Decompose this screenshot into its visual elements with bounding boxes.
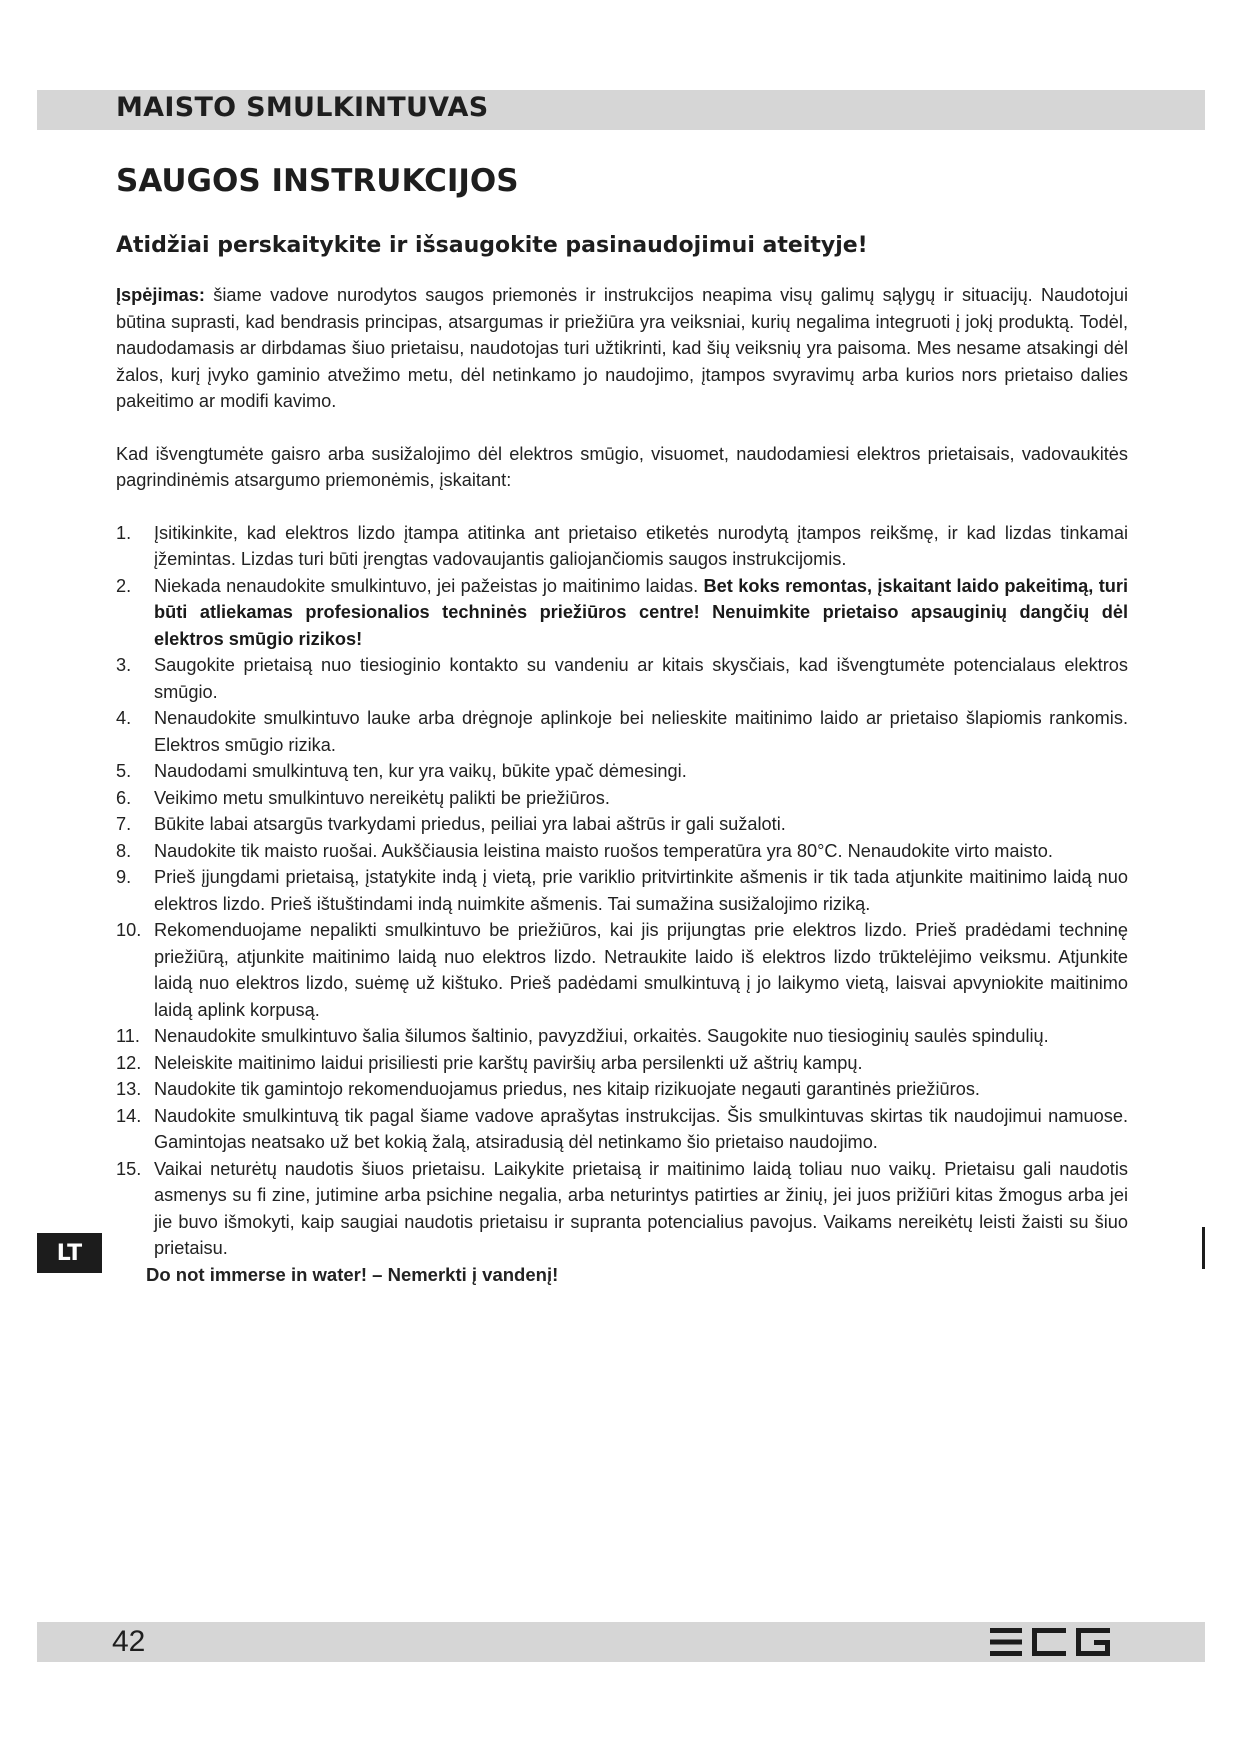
item-text: Naudodami smulkintuvą ten, kur yra vaikų, būkite ypač dėmesingi. <box>154 761 687 781</box>
item-number: 15. <box>116 1158 142 1179</box>
item-number: 6. <box>116 787 132 808</box>
list-item <box>116 1050 1128 1077</box>
list-item <box>116 917 1128 1023</box>
item-number: 5. <box>116 761 132 781</box>
item-text: Naudokite smulkintuvą tik pagal šiame vadove aprašytas instrukcijas. Šis smulkintuvas skirtas tik naudojimui namuose. Gamintojas neatsako už bet kokią žalą, atsiradusią dėl netinkamo šio prietaiso naudojimo. <box>154 1105 1128 1152</box>
item-text: Prieš įjungdami prietaisą, įstatykite indą į vietą, prie variklio pritvirtinkite ašmenis ir tik tada atjunkite maitinimo laidą nuo elektros lizdo. Prieš ištuštindami indą nuimkite ašmenis. Tai sumažina susižalojimo riziką. <box>154 867 1128 914</box>
warning-label: Įspėjimas: <box>116 285 205 305</box>
item-number: 12. <box>116 1052 142 1073</box>
section-subtitle: Atidžiai perskaitykite ir išsaugokite pasinaudojimui ateityje! <box>116 233 868 258</box>
list-item <box>116 520 1128 573</box>
item-text: Rekomenduojame nepalikti smulkintuvo be priežiūros, kai jis prijungtas prie elektros lizdo. Prieš pradėdami techninę priežiūrą, atjunkite maitinimo laidą nuo elektros lizdo. Netraukite laido iš elektros lizdo trūktelėjimo veiksmu. Atjunkite laidą nuo elektros lizdo, suėmę už kištuko. Prieš padėdami smulkintuvą į jo laikymo vietą, laisvai apvyniokite maitinimo laidą aplink korpusą. <box>154 920 1128 1020</box>
final-warning: Do not immerse in water! – Nemerkti į vandenį! <box>146 1263 559 1285</box>
list-item <box>116 785 1128 812</box>
item-text: Būkite labai atsargūs tvarkydami priedus, peiliai yra labai aštrūs ir gali sužaloti. <box>154 814 786 834</box>
list-item <box>116 864 1128 917</box>
item-number: 8. <box>116 840 132 861</box>
item-number: 1. <box>116 522 132 543</box>
item-number: 14. <box>116 1105 142 1126</box>
document-title: MAISTO SMULKINTUVAS <box>116 92 489 123</box>
item-text-wrapper <box>154 573 1128 653</box>
item-number: 3. <box>116 655 132 675</box>
item-number: 7. <box>116 814 132 834</box>
item-text: Veikimo metu smulkintuvo nereikėtų palikti be priežiūros. <box>154 787 610 808</box>
list-item <box>116 1103 1128 1156</box>
warning-text: šiame vadove nurodytos saugos priemonės ir instrukcijos neapima visų galimų sąlygų ir situacijų. Naudotojui būtina suprasti, kad bendrasis principas, atsargumas ir priežiūra yra veiksniai, kurių negalima integruoti į jokį produktą. Todėl, naudodamasis ar dirbdamas šiuo prietaisu, naudotojas turi užtikrinti, kad šių veiksnių yra paisoma. Mes nesame atsakingi dėl žalos, kurį įvyko gaminio atvežimo metu, dėl netinkamo jo naudojimo, įtampos svyravimų arba kurios nors prietaiso dalies pakeitimo ar modifi kavimo. <box>116 285 1128 411</box>
list-item <box>116 705 1128 758</box>
item-text: Niekada nenaudokite smulkintuvo, jei pažeistas jo maitinimo laidas. <box>154 575 704 596</box>
list-item <box>116 811 1128 838</box>
list-item <box>116 758 1128 785</box>
item-text: Vaikai neturėtų naudotis šiuos prietaisu. Laikykite prietaisą ir maitinimo laidą toliau nuo vaikų. Prietaisu gali naudotis asmenys su fi zine, jutimine arba psichine negalia, arba neturintys patirties ar žinių, jei juos prižiūri kitas žmogus arba jei jie buvo išmokyti, kaip saugiai naudotis prietaisu ir supranta potencialius pavojus. Vaikams nereikėtų leisti žaisti su šiuo prietaisu. <box>154 1158 1128 1258</box>
item-text: Naudokite tik gamintojo rekomenduojamus priedus, nes kitaip rizikuojate negauti garantinės priežiūros. <box>154 1079 980 1099</box>
list-item <box>116 838 1128 865</box>
list-item <box>116 1023 1128 1050</box>
page-number: 42 <box>112 1625 146 1658</box>
section-title: SAUGOS INSTRUKCIJOS <box>116 163 519 199</box>
intro-paragraph: Kad išvengtumėte gaisro arba susižalojimo dėl elektros smūgio, visuomet, naudodamiesi elektros prietaisais, vadovaukitės pagrindinėmis atsargumo priemonėmis, įskaitant: <box>116 443 1128 490</box>
item-number: 4. <box>116 708 132 728</box>
list-item <box>116 573 1128 653</box>
warning-paragraph <box>116 282 1128 415</box>
item-text: Įsitikinkite, kad elektros lizdo įtampa atitinka ant prietaiso etiketės nurodytą įtampos reikšmę, ir kad lizdas tinkamai įžemintas. Lizdas turi būti įrengtas vadovaujantis galiojančiomis saugos instrukcijomis. <box>154 522 1128 569</box>
language-tab: LT <box>37 1233 102 1273</box>
item-text: Nenaudokite smulkintuvo šalia šilumos šaltinio, pavyzdžiui, orkaitės. Saugokite nuo tiesioginių saulės spindulių. <box>154 1026 1049 1046</box>
ecg-logo <box>990 1628 1110 1656</box>
list-item <box>116 1076 1128 1103</box>
item-number: 9. <box>116 867 132 887</box>
item-number: 11. <box>116 1026 140 1046</box>
item-number: 10. <box>116 920 142 940</box>
page-edge-marker <box>1202 1227 1205 1269</box>
list-item <box>116 1156 1128 1262</box>
item-bold-text: Bet koks remontas, įskaitant laido pakeitimą, turi būti atliekamas profesionalios techninės priežiūros centre! Nenuimkite prietaiso apsauginių dangčių dėl elektros smūgio rizikos! <box>154 575 1128 649</box>
item-number: 13. <box>116 1079 142 1099</box>
list-item <box>116 652 1128 705</box>
item-text: Neleiskite maitinimo laidui prisiliesti prie karštų paviršių arba persilenkti už aštrių kampų. <box>154 1052 863 1073</box>
item-number: 2. <box>116 575 132 596</box>
item-text: Saugokite prietaisą nuo tiesioginio kontakto su vandeniu ar kitais skysčiais, kad išvengtumėte potencialaus elektros smūgio. <box>154 655 1128 702</box>
item-text: Naudokite tik maisto ruošai. Aukščiausia leistina maisto ruošos temperatūra yra 80°C. Nenaudokite virto maisto. <box>154 840 1053 861</box>
content-body <box>116 282 1128 1288</box>
instruction-list <box>116 520 1128 1262</box>
item-text: Nenaudokite smulkintuvo lauke arba drėgnoje aplinkoje bei nelieskite maitinimo laido ar prietaiso šlapiomis rankomis. Elektros smūgio rizika. <box>154 708 1128 755</box>
